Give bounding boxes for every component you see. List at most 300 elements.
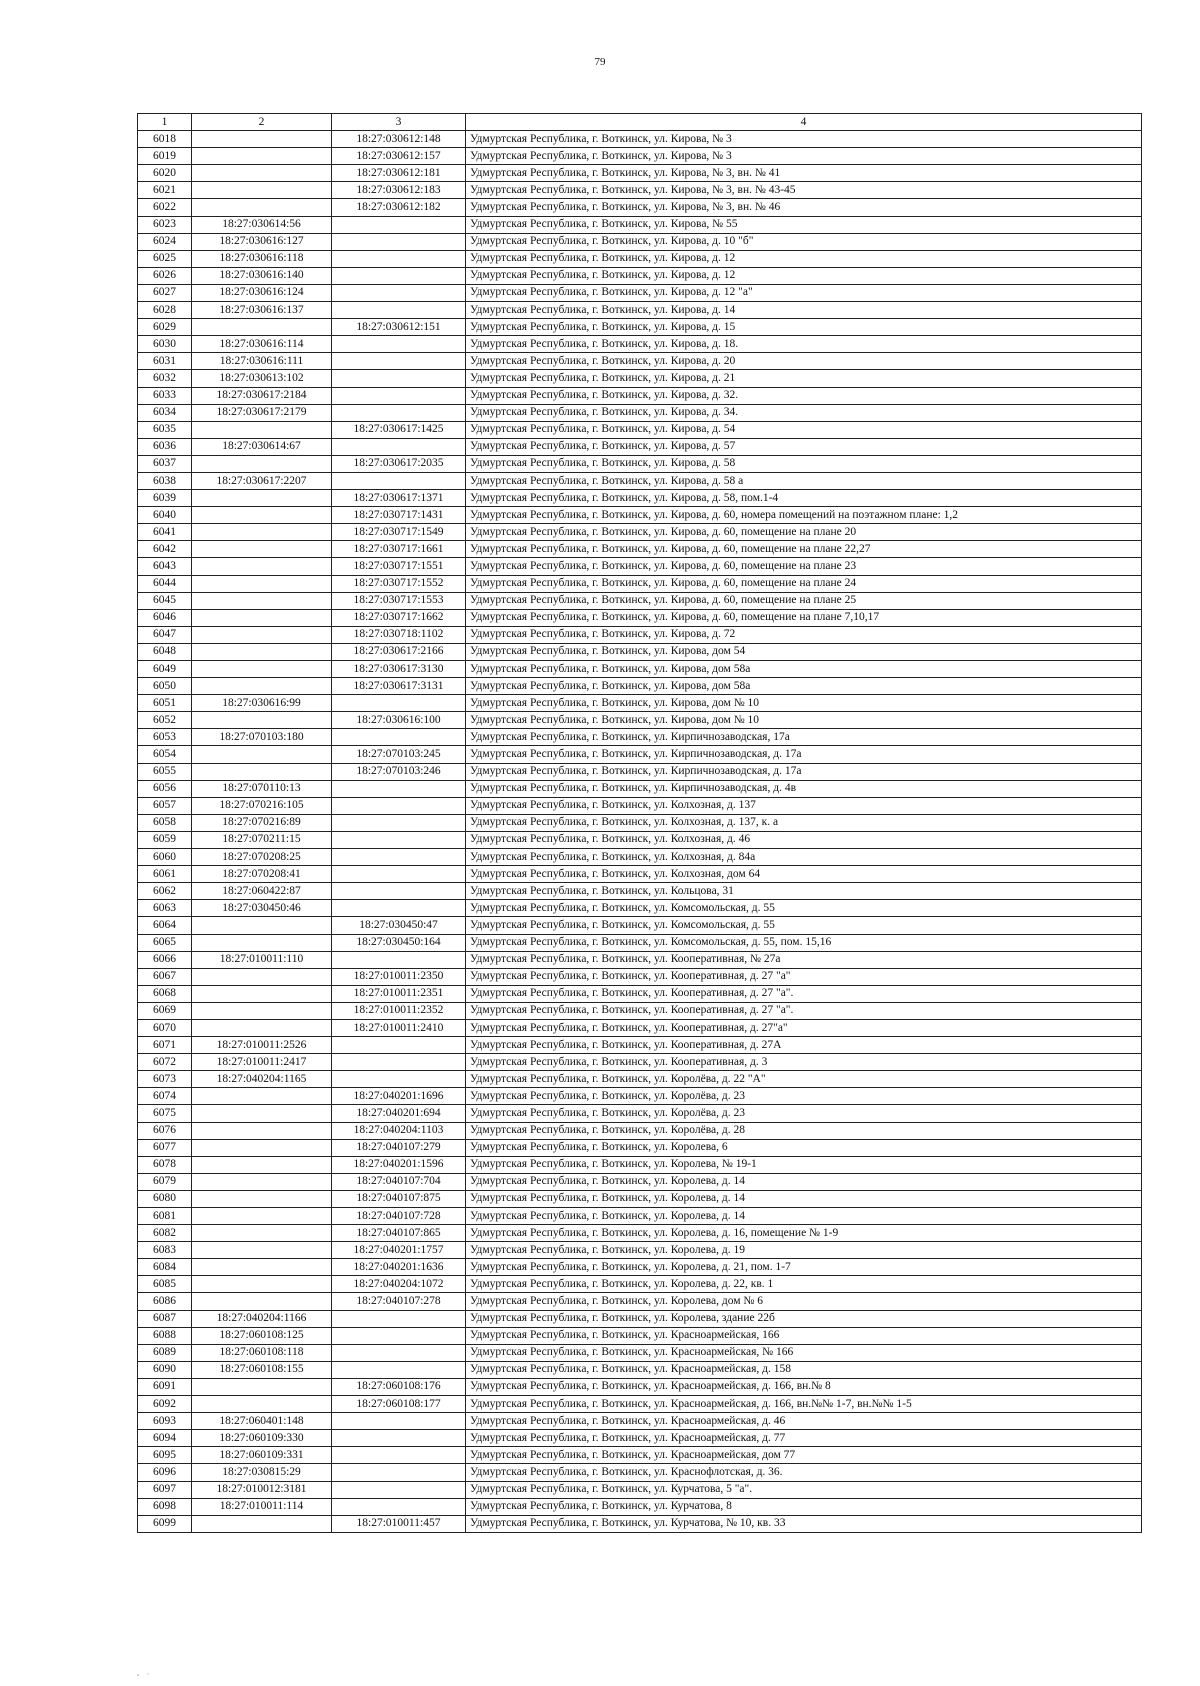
cadastral-number-object (332, 883, 466, 900)
cadastral-number-object: 18:27:040201:1596 (332, 1156, 466, 1173)
table-row (138, 592, 1142, 609)
cadastral-number-object: 18:27:030717:1661 (332, 541, 466, 558)
cadastral-number-object: 18:27:030717:1662 (332, 609, 466, 626)
row-number: 6068 (138, 985, 192, 1002)
row-number: 6019 (138, 148, 192, 165)
table-row (138, 165, 1142, 182)
address: Удмуртская Республика, г. Воткинск, ул. Кирова, д. 57 (466, 438, 1142, 455)
address: Удмуртская Республика, г. Воткинск, ул. Королёва, д. 23 (466, 1105, 1142, 1122)
address: Удмуртская Республика, г. Воткинск, ул. Королева, д. 21, пом. 1-7 (466, 1259, 1142, 1276)
scan-speck (134, 1672, 164, 1678)
address: Удмуртская Республика, г. Воткинск, ул. Красноармейская, д. 46 (466, 1413, 1142, 1430)
cadastral-number-parcel (192, 575, 332, 592)
table-row (138, 643, 1142, 660)
row-number: 6099 (138, 1515, 192, 1532)
cadastral-number-parcel: 18:27:010012:3181 (192, 1481, 332, 1498)
address: Удмуртская Республика, г. Воткинск, ул. Кирова, № 55 (466, 216, 1142, 233)
cadastral-number-object (332, 387, 466, 404)
table-row (138, 1310, 1142, 1327)
cadastral-number-object: 18:27:040201:1696 (332, 1088, 466, 1105)
cadastral-number-object (332, 302, 466, 319)
table-row (138, 558, 1142, 575)
table-row (138, 712, 1142, 729)
address: Удмуртская Республика, г. Воткинск, ул. Красноармейская, д. 166, вн.№№ 1-7, вн.№№ 1-5 (466, 1396, 1142, 1413)
cadastral-number-object: 18:27:010011:2352 (332, 1002, 466, 1019)
cadastral-number-parcel (192, 1225, 332, 1242)
row-number: 6063 (138, 900, 192, 917)
address: Удмуртская Республика, г. Воткинск, ул. Кооперативная, д. 27"а" (466, 1019, 1142, 1036)
table-row (138, 729, 1142, 746)
row-number: 6050 (138, 678, 192, 695)
cadastral-number-object (332, 951, 466, 968)
address: Удмуртская Республика, г. Воткинск, ул. Королева, дом № 6 (466, 1293, 1142, 1310)
cadastral-number-parcel (192, 712, 332, 729)
cadastral-number-object: 18:27:030717:1551 (332, 558, 466, 575)
cadastral-number-object (332, 1054, 466, 1071)
row-number: 6018 (138, 131, 192, 148)
cadastral-number-parcel (192, 507, 332, 524)
table-row (138, 199, 1142, 216)
address: Удмуртская Республика, г. Воткинск, ул. Краснофлотская, д. 36. (466, 1464, 1142, 1481)
cadastral-number-object: 18:27:010011:2410 (332, 1019, 466, 1036)
cadastral-number-object: 18:27:030617:1371 (332, 490, 466, 507)
address: Удмуртская Республика, г. Воткинск, ул. Кирова, д. 15 (466, 319, 1142, 336)
cadastral-number-object (332, 336, 466, 353)
row-number: 6084 (138, 1259, 192, 1276)
cadastral-number-object: 18:27:030617:2166 (332, 643, 466, 660)
cadastral-number-parcel (192, 319, 332, 336)
table-row (138, 490, 1142, 507)
address: Удмуртская Республика, г. Воткинск, ул. Королева, здание 22б (466, 1310, 1142, 1327)
cadastral-number-object (332, 1361, 466, 1378)
cadastral-number-parcel (192, 490, 332, 507)
address: Удмуртская Республика, г. Воткинск, ул. Комсомольская, д. 55 (466, 900, 1142, 917)
row-number: 6036 (138, 438, 192, 455)
address: Удмуртская Республика, г. Воткинск, ул. Кирова, дом № 10 (466, 712, 1142, 729)
cadastral-number-parcel: 18:27:030616:137 (192, 302, 332, 319)
table-row (138, 438, 1142, 455)
cadastral-number-object (332, 797, 466, 814)
address: Удмуртская Республика, г. Воткинск, ул. Красноармейская, дом 77 (466, 1447, 1142, 1464)
registry-table (137, 113, 1142, 1533)
cadastral-number-object (332, 438, 466, 455)
address: Удмуртская Республика, г. Воткинск, ул. Кирова, д. 58 (466, 455, 1142, 472)
table-row (138, 626, 1142, 643)
address: Удмуртская Республика, г. Воткинск, ул. Кооперативная, д. 27А (466, 1037, 1142, 1054)
cadastral-number-parcel (192, 148, 332, 165)
table-row (138, 336, 1142, 353)
row-number: 6092 (138, 1396, 192, 1413)
cadastral-number-object: 18:27:070103:245 (332, 746, 466, 763)
table-row (138, 233, 1142, 250)
row-number: 6061 (138, 866, 192, 883)
row-number: 6096 (138, 1464, 192, 1481)
cadastral-number-parcel: 18:27:030616:111 (192, 353, 332, 370)
row-number: 6056 (138, 780, 192, 797)
table-row (138, 1139, 1142, 1156)
cadastral-number-parcel (192, 643, 332, 660)
table-row (138, 849, 1142, 866)
cadastral-number-object: 18:27:030617:3130 (332, 661, 466, 678)
address: Удмуртская Республика, г. Воткинск, ул. Королева, д. 16, помещение № 1-9 (466, 1225, 1142, 1242)
table-row (138, 1225, 1142, 1242)
address: Удмуртская Республика, г. Воткинск, ул. Кирова, д. 12 (466, 250, 1142, 267)
cadastral-number-object (332, 866, 466, 883)
address: Удмуртская Республика, г. Воткинск, ул. Королёва, д. 22 "А" (466, 1071, 1142, 1088)
address: Удмуртская Республика, г. Воткинск, ул. Кирова, д. 34. (466, 404, 1142, 421)
cadastral-number-object (332, 831, 466, 848)
cadastral-number-object (332, 233, 466, 250)
table-row (138, 609, 1142, 626)
cadastral-number-parcel (192, 1088, 332, 1105)
column-header-1: 1 (138, 114, 192, 131)
row-number: 6025 (138, 250, 192, 267)
cadastral-number-parcel (192, 1019, 332, 1036)
cadastral-number-parcel (192, 1002, 332, 1019)
cadastral-number-object (332, 900, 466, 917)
cadastral-number-object: 18:27:040107:279 (332, 1139, 466, 1156)
column-header-2: 2 (192, 114, 332, 131)
row-number: 6020 (138, 165, 192, 182)
row-number: 6054 (138, 746, 192, 763)
cadastral-number-object (332, 1447, 466, 1464)
cadastral-number-parcel (192, 1208, 332, 1225)
row-number: 6033 (138, 387, 192, 404)
table-row (138, 1071, 1142, 1088)
cadastral-number-parcel (192, 1276, 332, 1293)
row-number: 6094 (138, 1430, 192, 1447)
table-row (138, 1054, 1142, 1071)
table-row (138, 216, 1142, 233)
cadastral-number-parcel (192, 609, 332, 626)
cadastral-number-parcel (192, 165, 332, 182)
table-row (138, 831, 1142, 848)
cadastral-number-parcel: 18:27:030614:56 (192, 216, 332, 233)
cadastral-number-object (332, 1498, 466, 1515)
table-row (138, 267, 1142, 284)
cadastral-number-parcel (192, 626, 332, 643)
row-number: 6093 (138, 1413, 192, 1430)
cadastral-number-object: 18:27:010011:457 (332, 1515, 466, 1532)
cadastral-number-parcel: 18:27:010011:114 (192, 1498, 332, 1515)
cadastral-number-parcel: 18:27:010011:2417 (192, 1054, 332, 1071)
table-row (138, 1413, 1142, 1430)
cadastral-number-parcel (192, 1122, 332, 1139)
cadastral-number-parcel: 18:27:010011:110 (192, 951, 332, 968)
cadastral-number-object (332, 814, 466, 831)
table-row (138, 951, 1142, 968)
table-row (138, 1173, 1142, 1190)
table-row (138, 1361, 1142, 1378)
table-row (138, 455, 1142, 472)
cadastral-number-parcel: 18:27:070208:25 (192, 849, 332, 866)
row-number: 6064 (138, 917, 192, 934)
table-row (138, 1002, 1142, 1019)
row-number: 6040 (138, 507, 192, 524)
cadastral-number-parcel (192, 455, 332, 472)
row-number: 6038 (138, 472, 192, 489)
cadastral-number-parcel (192, 421, 332, 438)
address: Удмуртская Республика, г. Воткинск, ул. Комсомольская, д. 55, пом. 15,16 (466, 934, 1142, 951)
address: Удмуртская Республика, г. Воткинск, ул. Кооперативная, № 27а (466, 951, 1142, 968)
table-row (138, 148, 1142, 165)
table-row (138, 866, 1142, 883)
address: Удмуртская Республика, г. Воткинск, ул. Кирова, д. 60, помещение на плане 23 (466, 558, 1142, 575)
row-number: 6049 (138, 661, 192, 678)
table-row (138, 353, 1142, 370)
address: Удмуртская Республика, г. Воткинск, ул. Кирова, д. 60, помещение на плане 25 (466, 592, 1142, 609)
row-number: 6023 (138, 216, 192, 233)
row-number: 6081 (138, 1208, 192, 1225)
table-row (138, 1276, 1142, 1293)
address: Удмуртская Республика, г. Воткинск, ул. Кирова, дом 58а (466, 678, 1142, 695)
row-number: 6024 (138, 233, 192, 250)
cadastral-number-parcel (192, 592, 332, 609)
cadastral-number-object: 18:27:040107:728 (332, 1208, 466, 1225)
cadastral-number-parcel: 18:27:030616:140 (192, 267, 332, 284)
address: Удмуртская Республика, г. Воткинск, ул. Кирова, д. 58 а (466, 472, 1142, 489)
cadastral-number-object (332, 267, 466, 284)
row-number: 6051 (138, 695, 192, 712)
cadastral-number-parcel: 18:27:030617:2179 (192, 404, 332, 421)
cadastral-number-parcel (192, 1293, 332, 1310)
cadastral-number-object (332, 1071, 466, 1088)
cadastral-number-parcel: 18:27:040204:1166 (192, 1310, 332, 1327)
address: Удмуртская Республика, г. Воткинск, ул. Кирпичнозаводская, д. 4в (466, 780, 1142, 797)
cadastral-number-parcel: 18:27:060108:118 (192, 1344, 332, 1361)
address: Удмуртская Республика, г. Воткинск, ул. Королева, д. 19 (466, 1242, 1142, 1259)
address: Удмуртская Республика, г. Воткинск, ул. Кирова, д. 12 "а" (466, 284, 1142, 301)
address: Удмуртская Республика, г. Воткинск, ул. Колхозная, дом 64 (466, 866, 1142, 883)
table-row (138, 1259, 1142, 1276)
cadastral-number-object: 18:27:030718:1102 (332, 626, 466, 643)
address: Удмуртская Республика, г. Воткинск, ул. Кирова, д. 14 (466, 302, 1142, 319)
cadastral-number-object: 18:27:030617:2035 (332, 455, 466, 472)
row-number: 6073 (138, 1071, 192, 1088)
cadastral-number-object: 18:27:030612:157 (332, 148, 466, 165)
table-row (138, 421, 1142, 438)
address: Удмуртская Республика, г. Воткинск, ул. Королева, 6 (466, 1139, 1142, 1156)
row-number: 6060 (138, 849, 192, 866)
address: Удмуртская Республика, г. Воткинск, ул. Кирова, д. 54 (466, 421, 1142, 438)
address: Удмуртская Республика, г. Воткинск, ул. Королева, д. 14 (466, 1208, 1142, 1225)
address: Удмуртская Республика, г. Воткинск, ул. Колхозная, д. 46 (466, 831, 1142, 848)
table-row (138, 284, 1142, 301)
row-number: 6048 (138, 643, 192, 660)
table-row (138, 661, 1142, 678)
cadastral-number-object (332, 729, 466, 746)
table-row (138, 968, 1142, 985)
row-number: 6076 (138, 1122, 192, 1139)
cadastral-number-parcel (192, 199, 332, 216)
table-row (138, 1156, 1142, 1173)
address: Удмуртская Республика, г. Воткинск, ул. Колхозная, д. 137, к. а (466, 814, 1142, 831)
row-number: 6031 (138, 353, 192, 370)
row-number: 6090 (138, 1361, 192, 1378)
cadastral-number-parcel (192, 1105, 332, 1122)
cadastral-number-object (332, 1344, 466, 1361)
cadastral-number-parcel: 18:27:070110:13 (192, 780, 332, 797)
address: Удмуртская Республика, г. Воткинск, ул. Кирпичнозаводская, д. 17а (466, 763, 1142, 780)
row-number: 6062 (138, 883, 192, 900)
cadastral-number-object (332, 849, 466, 866)
address: Удмуртская Республика, г. Воткинск, ул. Кооперативная, д. 27 "а" (466, 968, 1142, 985)
address: Удмуртская Республика, г. Воткинск, ул. Королёва, д. 23 (466, 1088, 1142, 1105)
row-number: 6072 (138, 1054, 192, 1071)
cadastral-number-parcel: 18:27:030616:127 (192, 233, 332, 250)
cadastral-number-object: 18:27:040204:1103 (332, 1122, 466, 1139)
cadastral-number-parcel (192, 917, 332, 934)
row-number: 6053 (138, 729, 192, 746)
address: Удмуртская Республика, г. Воткинск, ул. Красноармейская, д. 77 (466, 1430, 1142, 1447)
table-row (138, 797, 1142, 814)
cadastral-number-object: 18:27:030617:3131 (332, 678, 466, 695)
table-row (138, 541, 1142, 558)
cadastral-number-parcel (192, 182, 332, 199)
cadastral-number-object (332, 284, 466, 301)
address: Удмуртская Республика, г. Воткинск, ул. Колхозная, д. 137 (466, 797, 1142, 814)
table-row (138, 319, 1142, 336)
address: Удмуртская Республика, г. Воткинск, ул. Королева, д. 14 (466, 1190, 1142, 1207)
row-number: 6069 (138, 1002, 192, 1019)
table-row (138, 1190, 1142, 1207)
address: Удмуртская Республика, г. Воткинск, ул. Курчатова, 8 (466, 1498, 1142, 1515)
address: Удмуртская Республика, г. Воткинск, ул. Комсомольская, д. 55 (466, 917, 1142, 934)
row-number: 6097 (138, 1481, 192, 1498)
cadastral-number-parcel: 18:27:070216:105 (192, 797, 332, 814)
cadastral-number-object: 18:27:030616:100 (332, 712, 466, 729)
table-row (138, 883, 1142, 900)
table-row (138, 1481, 1142, 1498)
cadastral-number-parcel: 18:27:030613:102 (192, 370, 332, 387)
cadastral-number-parcel (192, 1139, 332, 1156)
cadastral-number-object (332, 1327, 466, 1344)
cadastral-number-object (332, 370, 466, 387)
cadastral-number-object (332, 1464, 466, 1481)
address: Удмуртская Республика, г. Воткинск, ул. Красноармейская, № 166 (466, 1344, 1142, 1361)
table-row (138, 370, 1142, 387)
row-number: 6074 (138, 1088, 192, 1105)
table-row (138, 182, 1142, 199)
cadastral-number-object: 18:27:030617:1425 (332, 421, 466, 438)
cadastral-number-parcel (192, 1156, 332, 1173)
cadastral-number-object: 18:27:030612:148 (332, 131, 466, 148)
row-number: 6046 (138, 609, 192, 626)
cadastral-number-object: 18:27:060108:177 (332, 1396, 466, 1413)
table-row (138, 404, 1142, 421)
address: Удмуртская Республика, г. Воткинск, ул. Кирпичнозаводская, д. 17а (466, 746, 1142, 763)
address: Удмуртская Республика, г. Воткинск, ул. Красноармейская, д. 158 (466, 1361, 1142, 1378)
address: Удмуртская Республика, г. Воткинск, ул. Кирова, дом 54 (466, 643, 1142, 660)
cadastral-number-object: 18:27:030717:1553 (332, 592, 466, 609)
cadastral-number-parcel: 18:27:040204:1165 (192, 1071, 332, 1088)
cadastral-number-object: 18:27:040107:875 (332, 1190, 466, 1207)
cadastral-number-parcel: 18:27:060109:331 (192, 1447, 332, 1464)
row-number: 6083 (138, 1242, 192, 1259)
table-row (138, 746, 1142, 763)
cadastral-number-object (332, 404, 466, 421)
row-number: 6088 (138, 1327, 192, 1344)
address: Удмуртская Республика, г. Воткинск, ул. Красноармейская, д. 166, вн.№ 8 (466, 1378, 1142, 1395)
cadastral-number-object (332, 1037, 466, 1054)
cadastral-number-parcel (192, 1378, 332, 1395)
table-header-row (138, 114, 1142, 131)
row-number: 6095 (138, 1447, 192, 1464)
row-number: 6030 (138, 336, 192, 353)
table-row (138, 507, 1142, 524)
cadastral-number-parcel: 18:27:070103:180 (192, 729, 332, 746)
row-number: 6065 (138, 934, 192, 951)
cadastral-number-parcel: 18:27:060108:125 (192, 1327, 332, 1344)
row-number: 6079 (138, 1173, 192, 1190)
table-row (138, 250, 1142, 267)
row-number: 6032 (138, 370, 192, 387)
row-number: 6021 (138, 182, 192, 199)
address: Удмуртская Республика, г. Воткинск, ул. Кирова, д. 18. (466, 336, 1142, 353)
table-row (138, 1242, 1142, 1259)
cadastral-number-parcel: 18:27:030617:2207 (192, 472, 332, 489)
row-number: 6047 (138, 626, 192, 643)
address: Удмуртская Республика, г. Воткинск, ул. Королева, д. 14 (466, 1173, 1142, 1190)
table-row (138, 1447, 1142, 1464)
cadastral-number-parcel (192, 1259, 332, 1276)
address: Удмуртская Республика, г. Воткинск, ул. Кирова, д. 60, помещение на плане 20 (466, 524, 1142, 541)
row-number: 6045 (138, 592, 192, 609)
cadastral-number-parcel: 18:27:070216:89 (192, 814, 332, 831)
table-row (138, 1122, 1142, 1139)
address: Удмуртская Республика, г. Воткинск, ул. Кирова, д. 12 (466, 267, 1142, 284)
row-number: 6034 (138, 404, 192, 421)
cadastral-number-object: 18:27:010011:2351 (332, 985, 466, 1002)
table-row (138, 814, 1142, 831)
cadastral-number-object (332, 353, 466, 370)
table-row (138, 1498, 1142, 1515)
table-row (138, 780, 1142, 797)
row-number: 6066 (138, 951, 192, 968)
page-number: 79 (594, 56, 606, 68)
address: Удмуртская Республика, г. Воткинск, ул. Кирова, дом 58а (466, 661, 1142, 678)
cadastral-number-object: 18:27:040107:704 (332, 1173, 466, 1190)
table-row (138, 1208, 1142, 1225)
cadastral-number-parcel (192, 968, 332, 985)
table-row (138, 934, 1142, 951)
cadastral-number-parcel: 18:27:070208:41 (192, 866, 332, 883)
address: Удмуртская Республика, г. Воткинск, ул. Кирова, № 3, вн. № 43-45 (466, 182, 1142, 199)
address: Удмуртская Республика, г. Воткинск, ул. Королева, № 19-1 (466, 1156, 1142, 1173)
table-row (138, 1088, 1142, 1105)
row-number: 6043 (138, 558, 192, 575)
table-row (138, 1327, 1142, 1344)
cadastral-number-parcel (192, 131, 332, 148)
row-number: 6026 (138, 267, 192, 284)
row-number: 6037 (138, 455, 192, 472)
table-row (138, 1293, 1142, 1310)
cadastral-number-object (332, 780, 466, 797)
address: Удмуртская Республика, г. Воткинск, ул. Кирова, д. 21 (466, 370, 1142, 387)
cadastral-number-parcel (192, 558, 332, 575)
address: Удмуртская Республика, г. Воткинск, ул. Кирова, дом № 10 (466, 695, 1142, 712)
cadastral-number-object: 18:27:070103:246 (332, 763, 466, 780)
row-number: 6080 (138, 1190, 192, 1207)
row-number: 6035 (138, 421, 192, 438)
table-row (138, 575, 1142, 592)
cadastral-number-object: 18:27:030717:1431 (332, 507, 466, 524)
cadastral-number-parcel (192, 1173, 332, 1190)
row-number: 6091 (138, 1378, 192, 1395)
cadastral-number-object (332, 1481, 466, 1498)
address: Удмуртская Республика, г. Воткинск, ул. Кирпичнозаводская, 17а (466, 729, 1142, 746)
cadastral-number-object (332, 472, 466, 489)
